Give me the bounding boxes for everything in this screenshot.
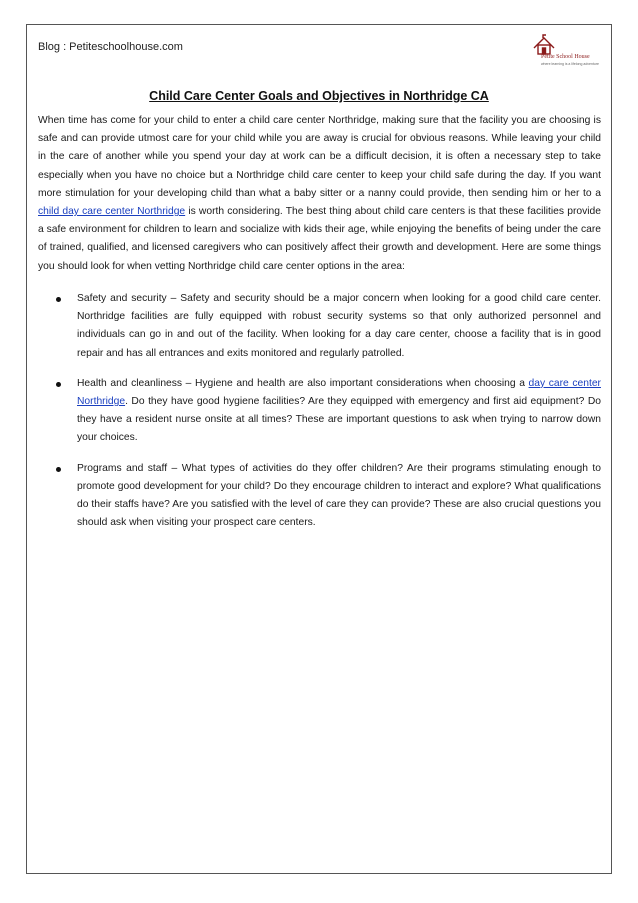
bullet-icon <box>56 467 61 472</box>
bullet-icon <box>56 382 61 387</box>
intro-paragraph <box>38 112 601 276</box>
blog-label: Blog : Petiteschoolhouse.com <box>38 41 183 53</box>
list-item-safety <box>38 290 601 363</box>
article-title: Child Care Center Goals and Objectives in Northridge CA <box>149 89 489 103</box>
intro-text-after: is worth considering. The best thing about child care centers is that these facilities provide a safe environment for children to learn and socialize with kids their age, while enjoying the benefits of being under the care of trained, qualified, and licensed caregivers who can positively affect their growth and development. Here are some things you should look for when vetting Northridge child care center options in the area: <box>38 206 601 272</box>
intro-text-before: When time has come for your child to enter a child care center Northridge, making sure that the facility you are choosing is safe and can provide utmost care for your child while you are away is crucial for obvious reasons. While leaving your child in the care of another while you spend your day at work can be a difficult decision, it is often a necessary step to take especially when you have no choice but a Northridge child care center to keep your child safe during the day. If you want more stimulation for your developing child than what a baby sitter or a nanny could provide, then sending him or her to a <box>38 115 601 199</box>
list-item-text-before: Health and cleanliness – Hygiene and health are also important considerations when choosing a <box>77 377 529 389</box>
list-item-text: Programs and staff – What types of activities do they offer children? Are their programs stimulating enough to promote good development for your child? Do they encourage children to interact and explore? What qualifications do their staffs have? Are you satisfied with the level of care they can provide? These are also crucial questions you should ask when visiting your prospect care centers. <box>77 462 601 529</box>
list-item-programs <box>38 460 601 533</box>
child-day-care-link[interactable]: child day care center Northridge <box>38 206 186 218</box>
day-care-center-link[interactable]: day care center Northridge <box>77 377 601 408</box>
logo-tagline: where learning is a lifelong adventure <box>541 62 599 66</box>
logo-name: Petite School House <box>541 54 590 60</box>
list-item-text: Safety and security – Safety and security should be a major concern when looking for a good child care center. Northridge facilities are fully equipped with robust security systems so that only authorized personnel and individuals can go in and out of the facility. When looking for a day care center, choose a facility that is in good repair and has all entrances and exits monitored and regularly patrolled. <box>77 293 601 359</box>
list-item-health <box>38 375 601 448</box>
list-item-text-after: . Do they have good hygiene facilities? Are they equipped with emergency and first aid equipment? Do they have a resident nurse onsite at all times? These are important questions to ask when trying to narrow down your choices. <box>77 396 601 444</box>
considerations-list <box>38 290 601 544</box>
bullet-icon <box>56 297 61 302</box>
